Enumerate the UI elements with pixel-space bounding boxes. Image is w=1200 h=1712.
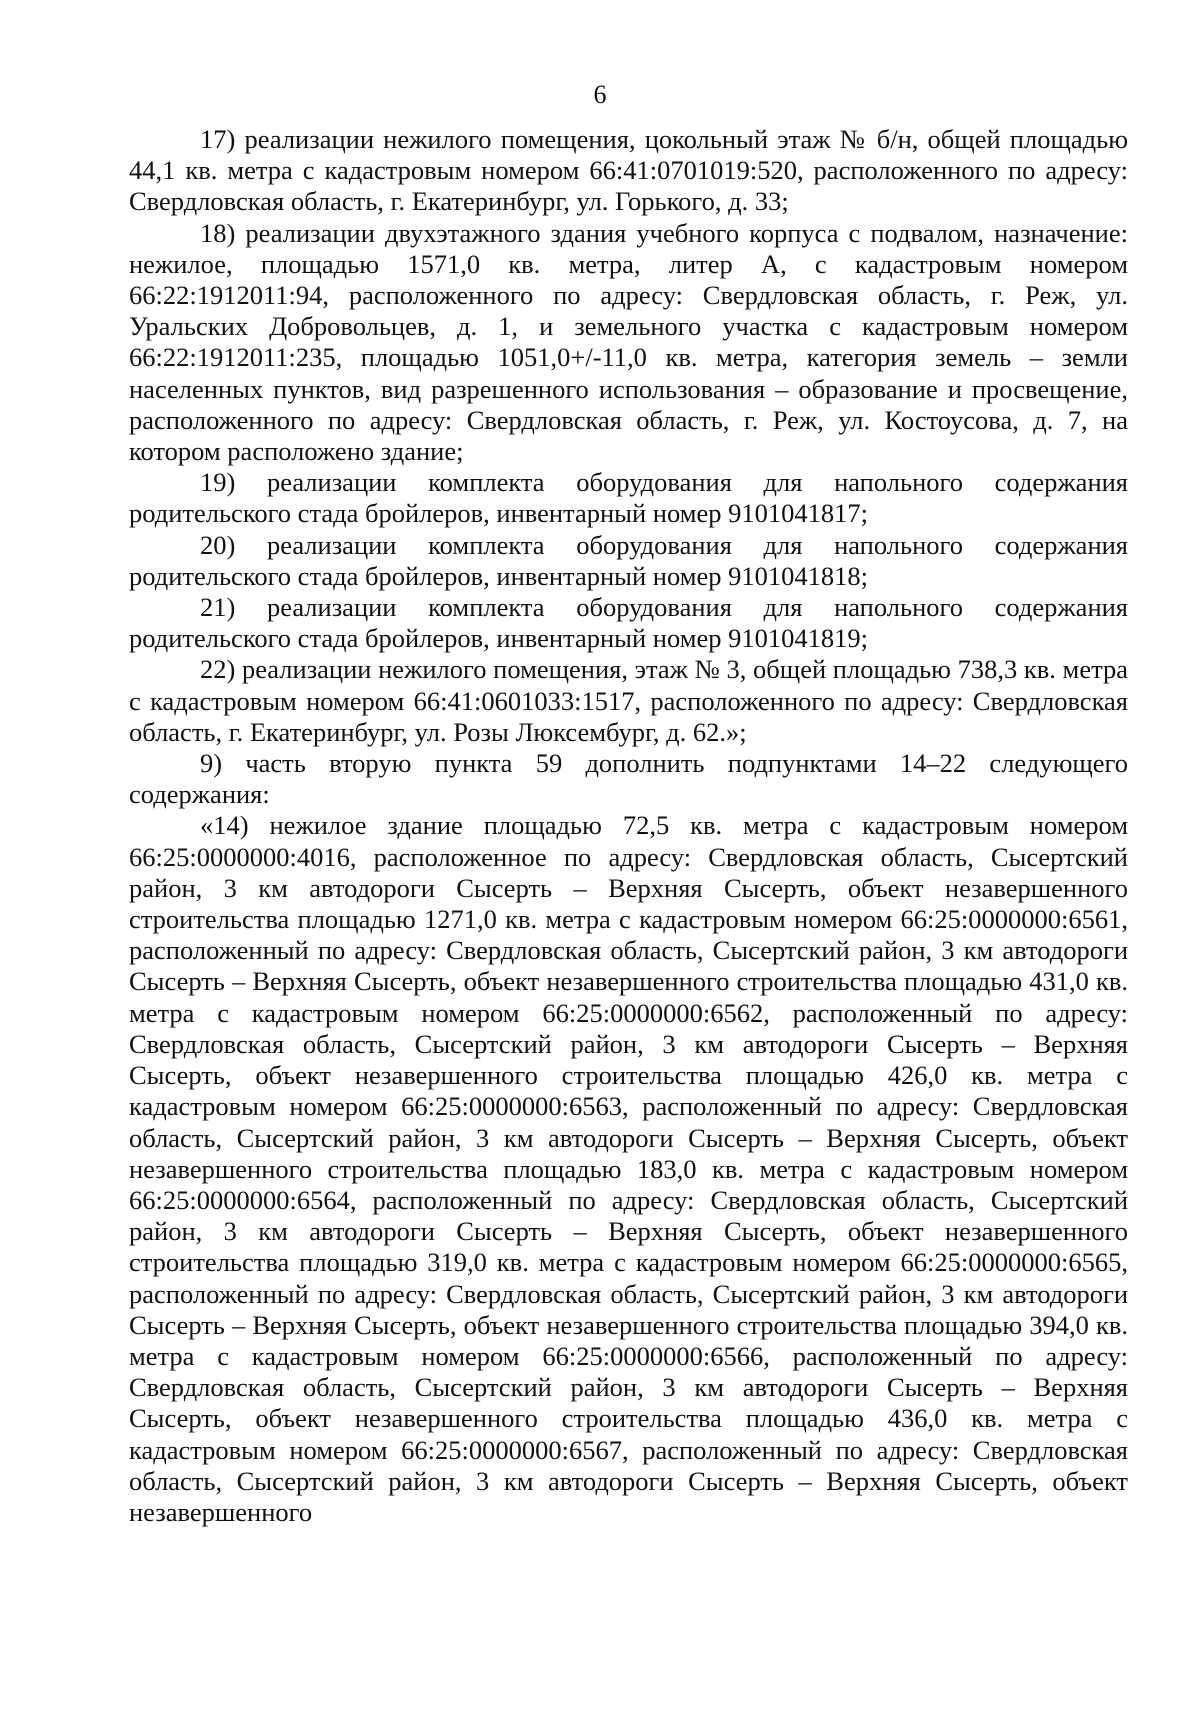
paragraph-item-18: 18) реализации двухэтажного здания учебного корпуса с подвалом, назначение: нежилое, площадью 1571,0 кв. метра, литер А, с кадастровым номером 66:22:1912011:94, расположенного по адресу: Свердловская область, г. Реж, ул. Уральских Добровольцев, д. 1, и земельного участка с кадастровым номером 66:22:1912011:235, площадью 1051,0+/-11,0 кв. метра, категория земель – земли населенных пунктов, вид разрешенного использования – образование и просвещение, расположенного по адресу: Свердловская область, г. Реж, ул. Костоусова, д. 7, на котором расположено здание; — [129, 217, 1128, 467]
paragraph-item-19: 19) реализации комплекта оборудования для напольного содержания родительского стада бройлеров, инвентарный номер 9101041817; — [129, 467, 1128, 529]
paragraph-item-22: 22) реализации нежилого помещения, этаж № 3, общей площадью 738,3 кв. метра с кадастровым номером 66:41:0601033:1517, расположенного по адресу: Свердловская область, г. Екатеринбург, ул. Розы Люксембург, д. 62.»; — [129, 654, 1128, 747]
paragraph-item-20: 20) реализации комплекта оборудования для напольного содержания родительского стада бройлеров, инвентарный номер 9101041818; — [129, 529, 1128, 591]
document-body — [129, 124, 1128, 1528]
paragraph-item-21: 21) реализации комплекта оборудования для напольного содержания родительского стада бройлеров, инвентарный номер 9101041819; — [129, 592, 1128, 654]
page-number: 6 — [593, 80, 607, 109]
paragraph-amendment-9: 9) часть вторую пункта 59 дополнить подпунктами 14–22 следующего содержания: — [129, 748, 1128, 810]
paragraph-item-17: 17) реализации нежилого помещения, цокольный этаж № б/н, общей площадью 44,1 кв. метра с кадастровым номером 66:41:0701019:520, расположенного по адресу: Свердловская область, г. Екатеринбург, ул. Горького, д. 33; — [129, 124, 1128, 217]
paragraph-subitem-14: «14) нежилое здание площадью 72,5 кв. метра с кадастровым номером 66:25:0000000:4016, расположенное по адресу: Свердловская область, Сысертский район, 3 км автодороги Сысерть – Верхняя Сысерть, объект незавершенного строительства площадью 1271,0 кв. метра с кадастровым номером 66:25:0000000:6561, расположенный по адресу: Свердловская область, Сысертский район, 3 км автодороги Сысерть – Верхняя Сысерть, объект незавершенного строительства площадью 431,0 кв. метра с кадастровым номером 66:25:0000000:6562, расположенный по адресу: Свердловская область, Сысертский район, 3 км автодороги Сысерть – Верхняя Сысерть, объект незавершенного строительства площадью 426,0 кв. метра с кадастровым номером 66:25:0000000:6563, расположенный по адресу: Свердловская область, Сысертский район, 3 км автодороги Сысерть – Верхняя Сысерть, объект незавершенного строительства площадью 183,0 кв. метра с кадастровым номером 66:25:0000000:6564, расположенный по адресу: Свердловская область, Сысертский район, 3 км автодороги Сысерть – Верхняя Сысерть, объект незавершенного строительства площадью 319,0 кв. метра с кадастровым номером 66:25:0000000:6565, расположенный по адресу: Свердловская область, Сысертский район, 3 км автодороги Сысерть – Верхняя Сысерть, объект незавершенного строительства площадью 394,0 кв. метра с кадастровым номером 66:25:0000000:6566, расположенный по адресу: Свердловская область, Сысертский район, 3 км автодороги Сысерть – Верхняя Сысерть, объект незавершенного строительства площадью 436,0 кв. метра с кадастровым номером 66:25:0000000:6567, расположенный по адресу: Свердловская область, Сысертский район, 3 км автодороги Сысерть – Верхняя Сысерть, объект незавершенного — [129, 810, 1128, 1527]
